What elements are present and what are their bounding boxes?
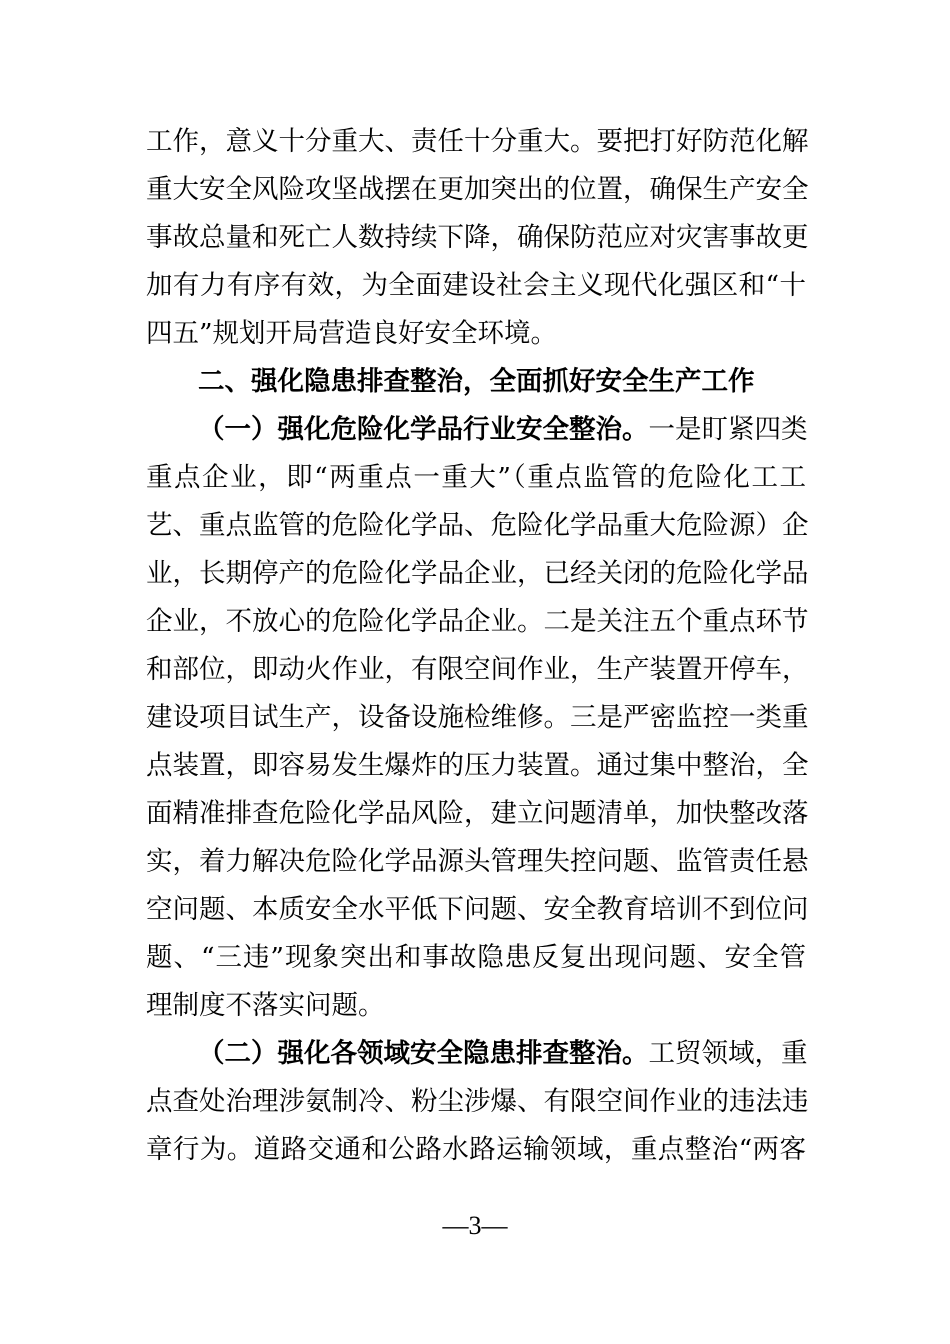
text-segment: 一是盯紧四类 bbox=[648, 414, 808, 445]
text-segment: 和部位，即动火作业，有限空间作业，生产装置开停车， bbox=[146, 654, 809, 685]
text-segment: 重点企业，即“两重点一重大”（重点监管的危险化工工 bbox=[146, 462, 806, 493]
heading-text: 二、强化隐患排查整治，全面抓好安全生产工作 bbox=[198, 366, 755, 397]
text-line bbox=[146, 454, 806, 502]
text-line bbox=[146, 742, 809, 790]
text-segment: 建设项目试生产，设备设施检维修。三是严密监控一类重 bbox=[146, 702, 809, 733]
section-heading bbox=[198, 358, 806, 406]
subsection-title: （一）强化危险化学品行业安全整治。 bbox=[198, 414, 649, 445]
text-line bbox=[146, 790, 809, 838]
text-line bbox=[146, 118, 809, 166]
text-segment: 事故总量和死亡人数持续下降，确保防范应对灾害事故更 bbox=[146, 222, 809, 253]
text-line bbox=[146, 502, 809, 550]
text-line bbox=[146, 982, 806, 1030]
text-line bbox=[146, 1078, 809, 1126]
text-segment: 工作，意义十分重大、责任十分重大。要把打好防范化解 bbox=[146, 126, 809, 157]
subsection-heading-line bbox=[198, 406, 806, 454]
text-segment: 题、“三违”现象突出和事故隐患反复出现问题、安全管 bbox=[146, 942, 806, 973]
text-segment: 点查处治理涉氨制冷、粉尘涉爆、有限空间作业的违法违 bbox=[146, 1086, 809, 1117]
text-segment: 点装置，即容易发生爆炸的压力装置。通过集中整治，全 bbox=[146, 750, 809, 781]
text-line bbox=[146, 550, 809, 598]
text-segment: 面精准排查危险化学品风险，建立问题清单，加快整改落 bbox=[146, 798, 809, 829]
text-line bbox=[146, 262, 806, 310]
text-segment: 四五”规划开局营造良好安全环境。 bbox=[146, 318, 558, 349]
subsection-title: （二）强化各领域安全隐患排查整治。 bbox=[198, 1038, 649, 1069]
text-segment: 业，长期停产的危险化学品企业，已经关闭的危险化学品 bbox=[146, 558, 809, 589]
text-segment: 工贸领域，重 bbox=[648, 1038, 808, 1069]
text-line bbox=[146, 694, 809, 742]
text-line bbox=[146, 934, 806, 982]
text-segment: 实，着力解决危险化学品源头管理失控问题、监管责任悬 bbox=[146, 846, 809, 877]
text-line bbox=[146, 166, 809, 214]
text-segment: 理制度不落实问题。 bbox=[146, 990, 385, 1021]
page-number: —3— bbox=[442, 1211, 508, 1240]
subsection-heading-line bbox=[198, 1030, 806, 1078]
text-segment: 艺、重点监管的危险化学品、危险化学品重大危险源）企 bbox=[146, 510, 809, 541]
text-line bbox=[146, 838, 809, 886]
text-line bbox=[146, 1126, 806, 1174]
text-segment: 企业，不放心的危险化学品企业。二是关注五个重点环节 bbox=[146, 606, 809, 637]
text-segment: 空问题、本质安全水平低下问题、安全教育培训不到位问 bbox=[146, 894, 809, 925]
text-line bbox=[146, 598, 809, 646]
text-line bbox=[146, 310, 806, 358]
text-segment: 加有力有序有效，为全面建设社会主义现代化强区和“十 bbox=[146, 270, 806, 301]
text-segment: 重大安全风险攻坚战摆在更加突出的位置，确保生产安全 bbox=[146, 174, 809, 205]
text-line bbox=[146, 646, 809, 694]
text-line bbox=[146, 214, 809, 262]
text-line bbox=[146, 886, 809, 934]
text-segment: 章行为。道路交通和公路水路运输领域，重点整治“两客 bbox=[146, 1134, 806, 1165]
